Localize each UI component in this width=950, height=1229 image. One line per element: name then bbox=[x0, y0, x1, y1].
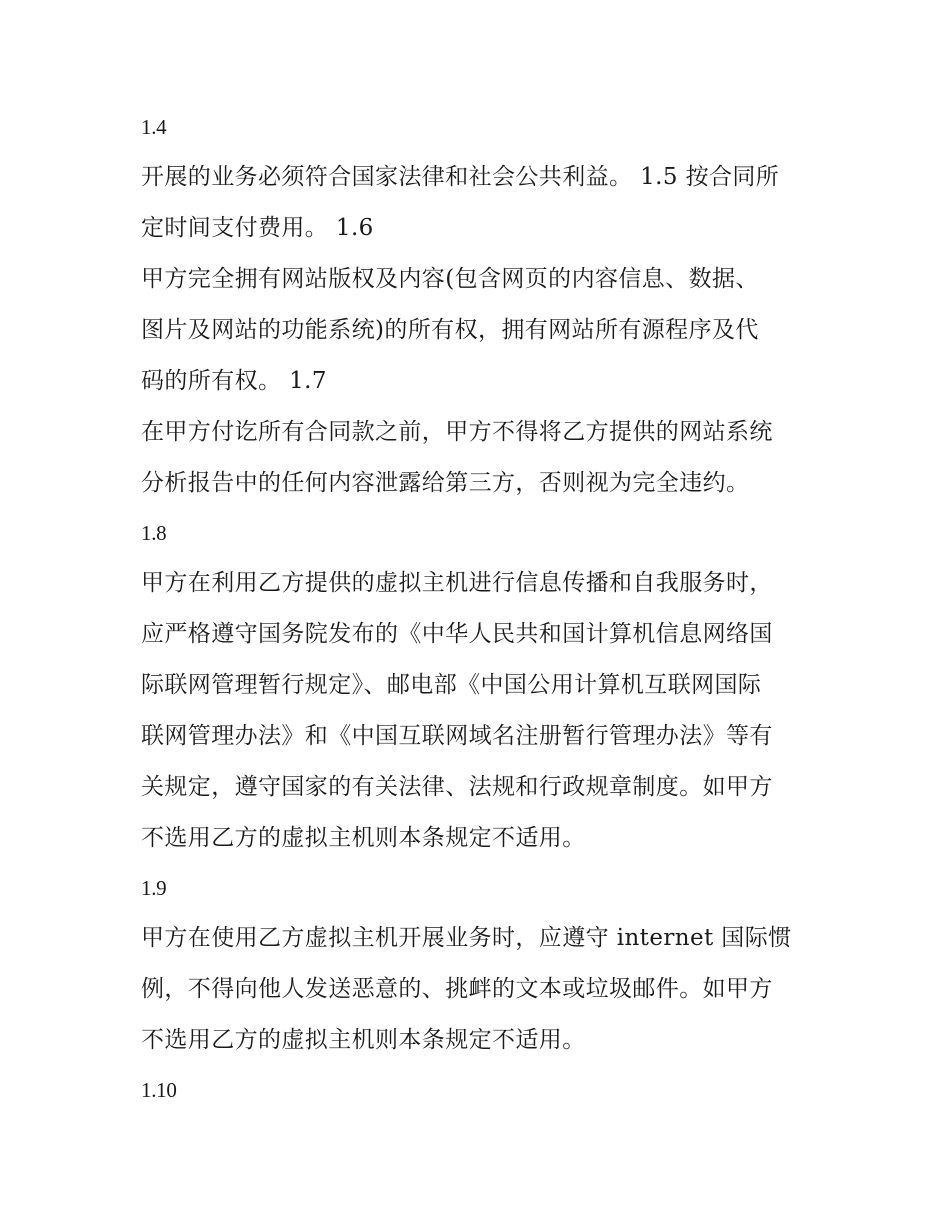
clause-number-1-8: 1.8 bbox=[141, 521, 167, 545]
text-line: 不选用乙方的虚拟主机则本条规定不适用。 bbox=[141, 825, 586, 851]
text-line: 定时间支付费用。 1.6 bbox=[141, 215, 374, 241]
text-line: 甲方在使用乙方虚拟主机开展业务时，应遵守 internet 国际惯 bbox=[141, 925, 792, 951]
clause-number-1-9: 1.9 bbox=[141, 876, 167, 900]
clause-1-6-paragraph bbox=[141, 254, 821, 407]
text-line: 在甲方付讫所有合同款之前，甲方不得将乙方提供的网站系统 bbox=[141, 419, 773, 445]
text-line: 码的所有权。 1.7 bbox=[141, 368, 327, 394]
document-body bbox=[141, 103, 821, 1115]
text-line: 开展的业务必须符合国家法律和社会公共利益。 1.5 按合同所 bbox=[141, 164, 780, 190]
clause-1-7-paragraph bbox=[141, 407, 821, 509]
text-line: 分析报告中的任何内容泄露给第三方，否则视为完全违约。 bbox=[141, 470, 750, 496]
text-line: 不选用乙方的虚拟主机则本条规定不适用。 bbox=[141, 1027, 586, 1053]
text-line: 应严格遵守国务院发布的《中华人民共和国计算机信息网络国 bbox=[141, 621, 773, 647]
text-line: 甲方在利用乙方提供的虚拟主机进行信息传播和自我服务时， bbox=[141, 570, 773, 596]
clause-1-4-paragraph bbox=[141, 152, 821, 254]
text-line: 际联网管理暂行规定》、邮电部《中国公用计算机互联网国际 bbox=[141, 672, 762, 698]
text-line: 关规定，遵守国家的有关法律、法规和行政规章制度。如甲方 bbox=[141, 774, 773, 800]
text-line: 例，不得向他人发送恶意的、挑衅的文本或垃圾邮件。如甲方 bbox=[141, 976, 773, 1002]
clause-number-1-10: 1.10 bbox=[141, 1078, 177, 1102]
text-line: 图片及网站的功能系统)的所有权，拥有网站所有源程序及代 bbox=[141, 317, 759, 343]
clause-1-9-paragraph bbox=[141, 913, 821, 1066]
text-line: 联网管理办法》和《中国互联网域名注册暂行管理办法》等有 bbox=[141, 723, 773, 749]
clause-1-8-paragraph bbox=[141, 558, 821, 864]
clause-number-1-4: 1.4 bbox=[141, 115, 167, 139]
text-line: 甲方完全拥有网站版权及内容(包含网页的内容信息、数据、 bbox=[141, 266, 759, 292]
